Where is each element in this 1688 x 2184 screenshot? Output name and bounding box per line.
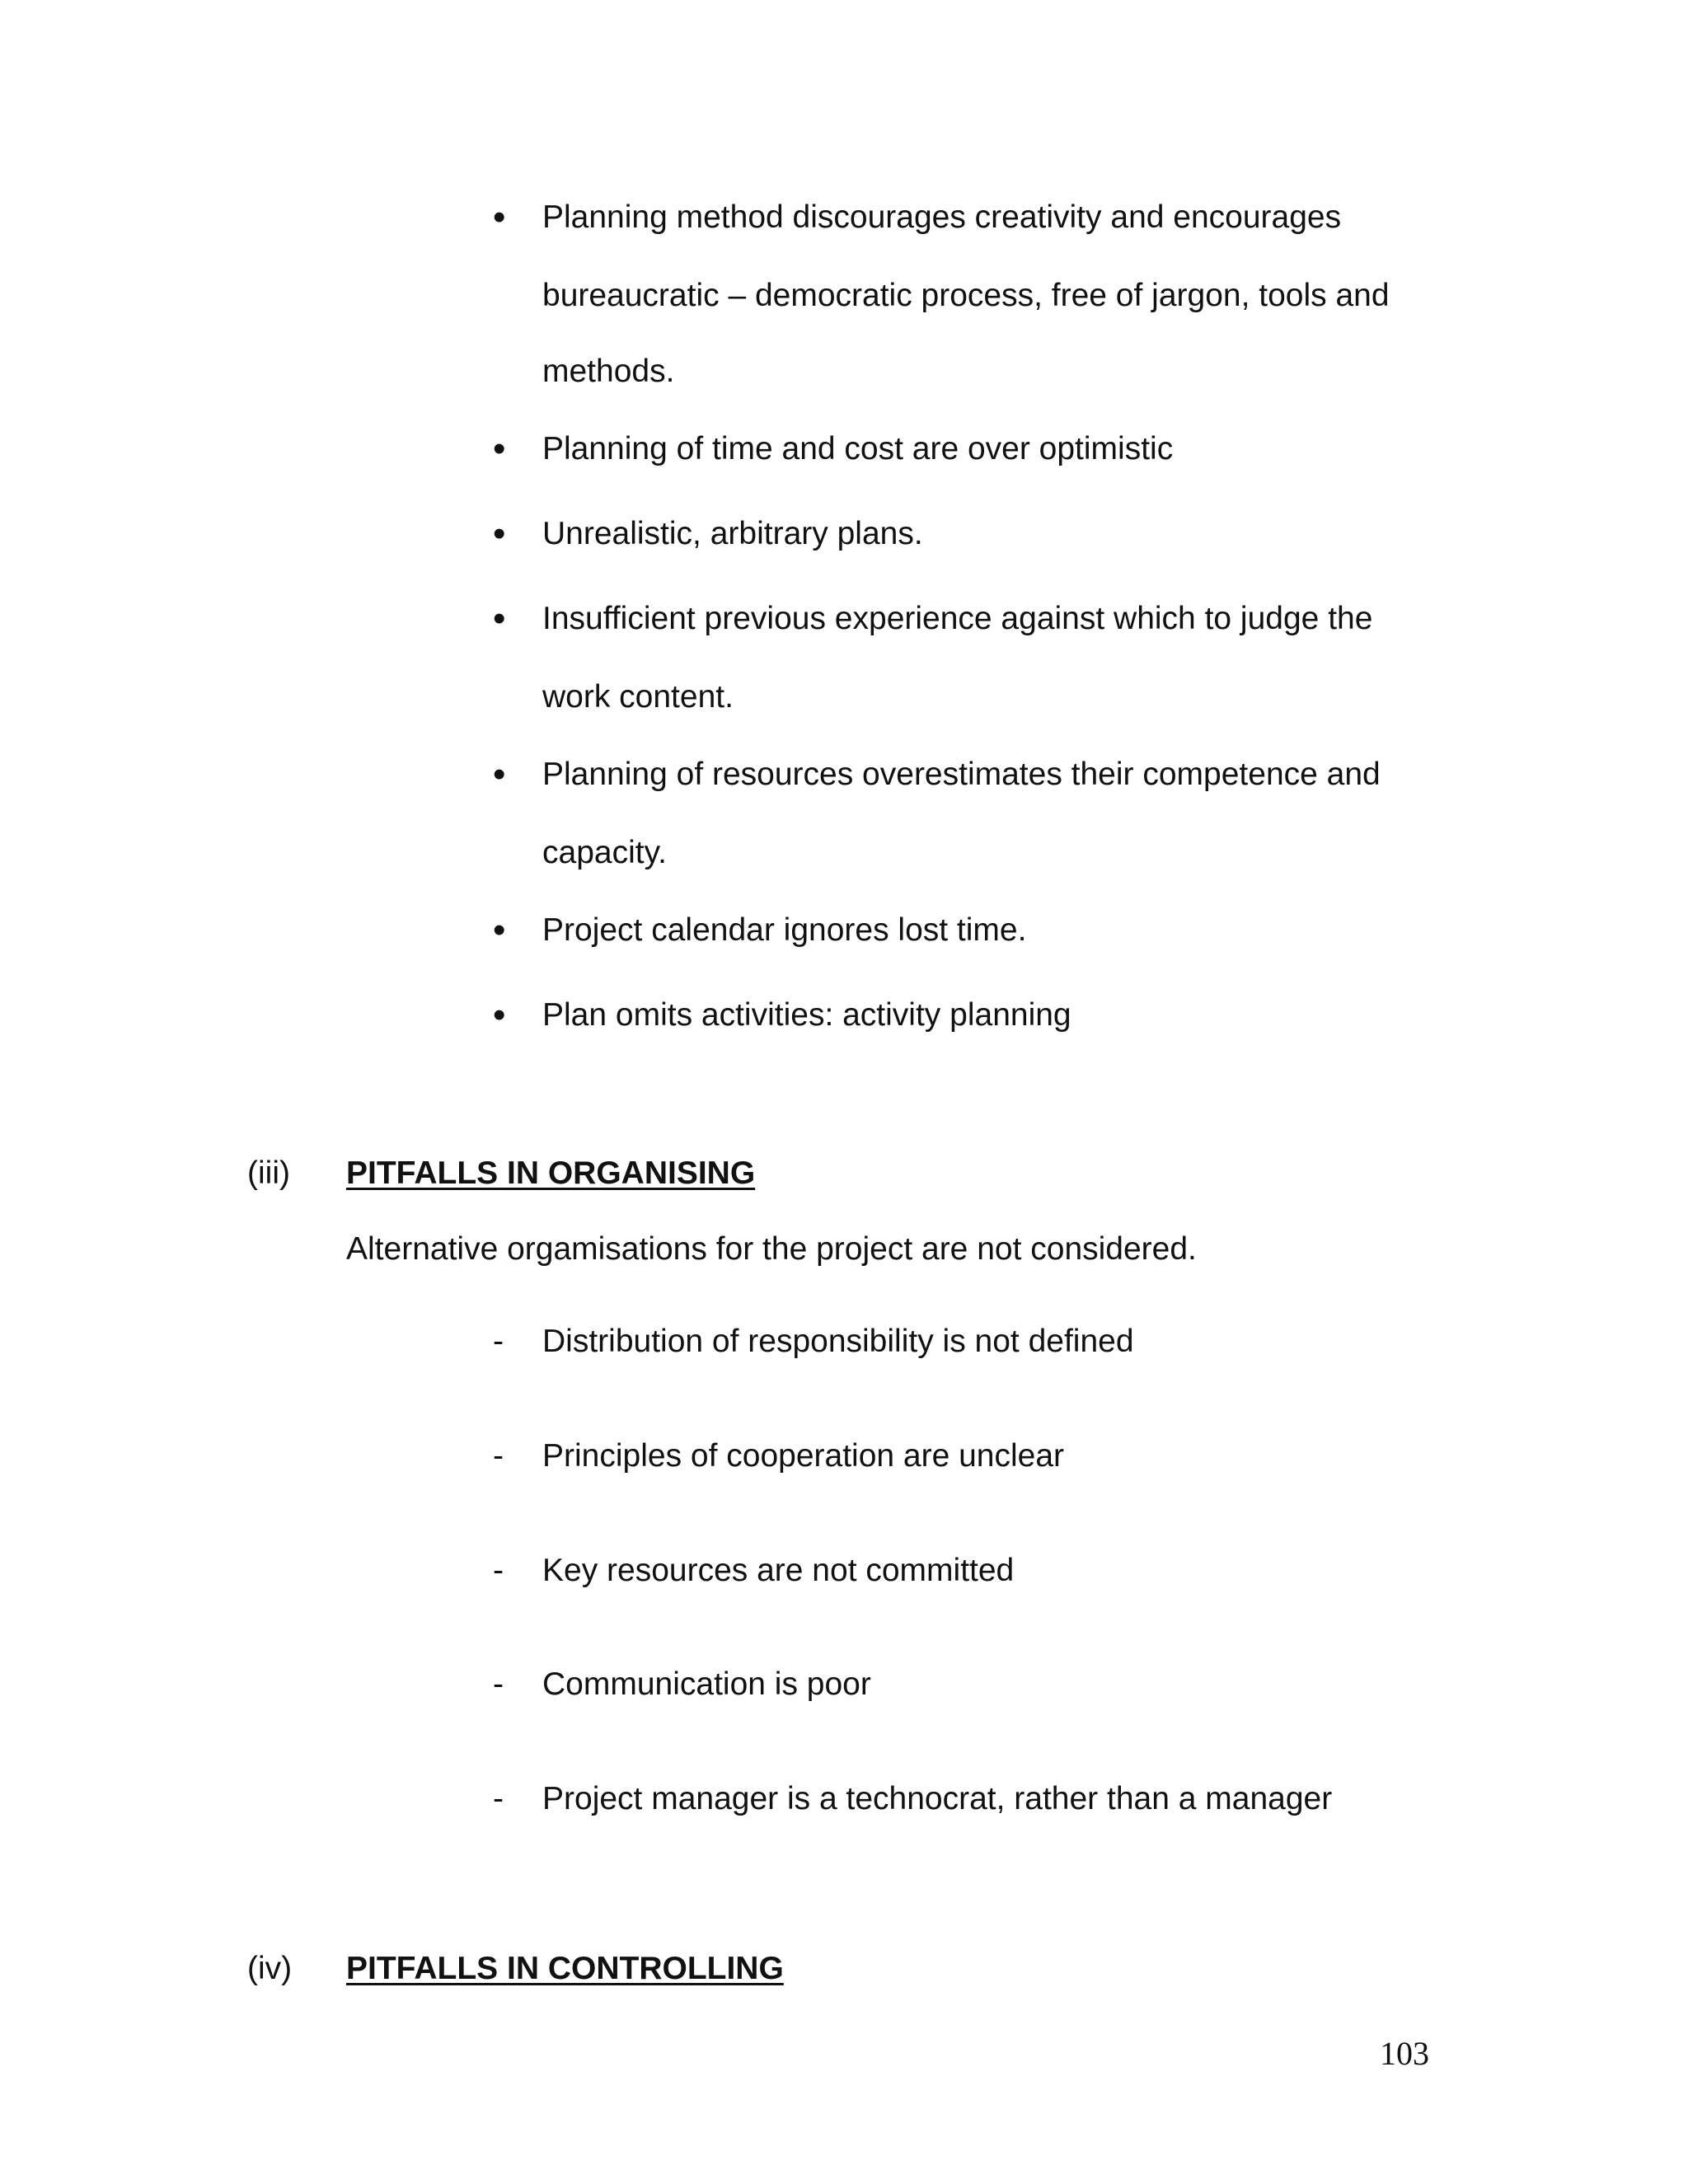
bullet-4-line-2: work content. xyxy=(542,679,734,715)
bullet-marker: • xyxy=(493,910,506,950)
organising-item-5: Project manager is a technocrat, rather than a manager xyxy=(542,1781,1333,1816)
dash-marker: - xyxy=(493,1666,504,1702)
organising-item-2: Principles of cooperation are unclear xyxy=(542,1438,1065,1474)
bullet-5-line-2: capacity. xyxy=(542,835,668,870)
dash-marker: - xyxy=(493,1781,504,1816)
section-iv-label: (iv) xyxy=(247,1951,293,1986)
bullet-5-line-1: Planning of resources overestimates their competence and xyxy=(542,757,1381,792)
bullet-1-line-1: Planning method discourages creativity and encourages xyxy=(542,199,1342,235)
page-number: 103 xyxy=(1380,2035,1429,2072)
bullet-marker: • xyxy=(493,513,506,554)
bullet-7-line-1: Plan omits activities: activity planning xyxy=(542,997,1071,1033)
bullet-marker: • xyxy=(493,995,506,1035)
dash-marker: - xyxy=(493,1553,504,1588)
bullet-marker: • xyxy=(493,197,506,237)
section-iii-heading: PITFALLS IN ORGANISING xyxy=(346,1155,756,1191)
bullet-3-line-1: Unrealistic, arbitrary plans. xyxy=(542,516,923,551)
organising-item-4: Communication is poor xyxy=(542,1666,871,1702)
bullet-6-line-1: Project calendar ignores lost time. xyxy=(542,912,1027,948)
dash-marker: - xyxy=(493,1438,504,1474)
dash-marker: - xyxy=(493,1324,504,1359)
organising-item-3: Key resources are not committed xyxy=(542,1553,1015,1588)
bullet-4-line-1: Insufficient previous experience against which to judge the xyxy=(542,601,1373,636)
bullet-1-line-2: bureaucratic – democratic process, free of jargon, tools and xyxy=(542,278,1390,313)
bullet-marker: • xyxy=(493,429,506,469)
section-iii-intro: Alternative orgamisations for the project are not considered. xyxy=(346,1231,1197,1267)
bullet-1-line-3: methods. xyxy=(542,354,675,389)
bullet-marker: • xyxy=(493,754,506,794)
bullet-2-line-1: Planning of time and cost are over optimistic xyxy=(542,431,1174,466)
section-iv-heading: PITFALLS IN CONTROLLING xyxy=(346,1951,784,1986)
organising-item-1: Distribution of responsibility is not defined xyxy=(542,1324,1134,1359)
section-iii-label: (iii) xyxy=(247,1155,290,1191)
bullet-marker: • xyxy=(493,598,506,639)
